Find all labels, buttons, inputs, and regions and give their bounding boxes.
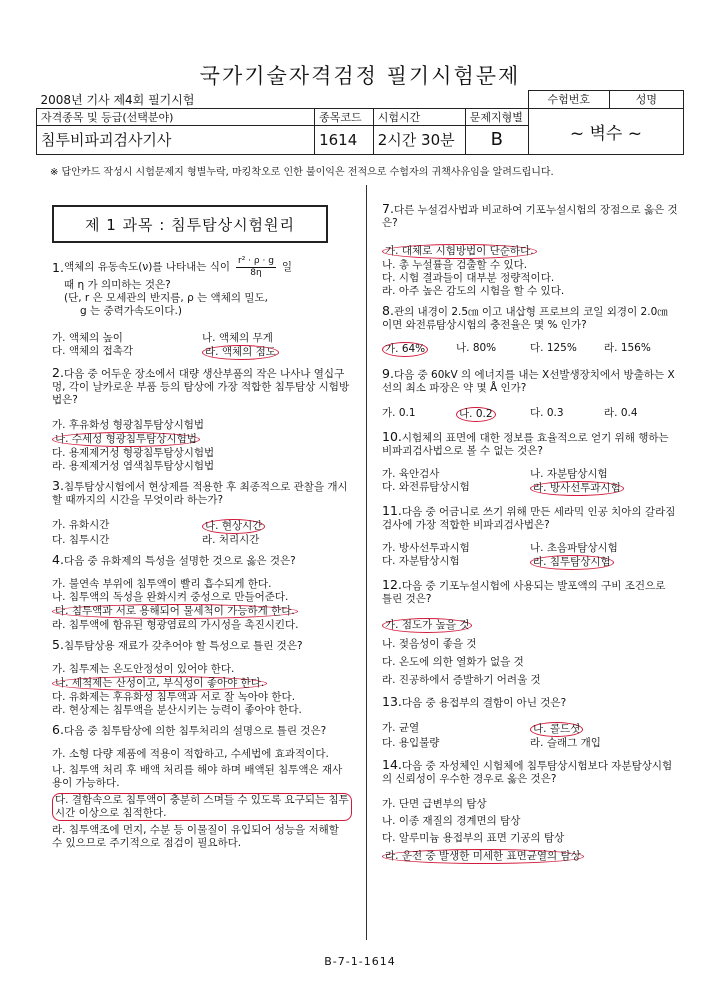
option[interactable]: 나. 자분탐상시험: [530, 468, 608, 480]
option-selected[interactable]: 가. 대체로 시험방법이 단순하다.: [382, 244, 678, 259]
option[interactable]: 다. 용제제거성 형광침투탐상시험법: [52, 447, 215, 459]
label-exam-number: 수험번호: [528, 91, 609, 109]
option[interactable]: 라. 침투액에 함유된 형광염료의 가시성을 촉진시킨다.: [52, 619, 299, 631]
option-selected[interactable]: 나. 세척제는 산성이고, 부식성이 좋아야 한다.: [52, 676, 352, 691]
question-11: 11.다음 중 어금니로 쓰기 위해 만든 세라믹 인공 치아의 갈라짐 검사에 가장 적합한 비파괴검사법은? 가. 방사선투과시험 나. 초음파탐상시험 다. 자분탐상시험 라. 침투탐상시험: [382, 504, 678, 570]
question-3: 3.침투탐상시험에서 현상제를 적용한 후 최종적으로 관찰을 개시할 때까지의 시간을 무엇이라 하는가? 가. 유화시간 나. 현상시간 다. 침투시간 라. 처리시간: [52, 479, 352, 547]
option[interactable]: 라. 슬래그 개입: [530, 737, 601, 749]
option[interactable]: 가. 육안검사: [382, 468, 440, 480]
option[interactable]: 다. 자분탐상시험: [382, 555, 460, 567]
option[interactable]: 라. 156%: [604, 342, 651, 354]
option[interactable]: 다. 125%: [530, 342, 577, 354]
option[interactable]: 라. 아주 높은 감도의 시험을 할 수 있다.: [382, 285, 565, 297]
option[interactable]: 나. 초음파탐상시험: [530, 542, 618, 554]
question-14: 14.다음 중 자성체인 시험체에 침투탐상시험보다 자분탐상시험의 신뢰성이 우수한 경우로 옳은 것은? 가. 단면 급변부의 탐상 나. 이종 재질의 경계면의 탐상 다. 알루미늄 용접부의 표면 기공의 탐상 라. 운전 중 발생한 미세한 표면균열의 탐상: [382, 758, 678, 864]
option[interactable]: 다. 침투시간: [52, 534, 110, 546]
question-7: 7.다른 누설검사법과 비교하여 기포누설시험의 장점으로 옳은 것은? 가. 대체로 시험방법이 단순하다. 나. 총 누설률을 검출할 수 있다. 다. 시험 결과들이 대부분 정량적이다. 라. 아주 높은 감도의 시험을 할 수 있다.: [382, 201, 678, 297]
option[interactable]: 다. 유화제는 후유화성 침투액과 서로 잘 녹아야 한다.: [52, 691, 296, 703]
question-10: 10.시험체의 표면에 대한 정보를 효율적으로 얻기 위해 행하는 비파괴검사법으로 볼 수 없는 것은? 가. 육안검사 나. 자분탐상시험 다. 와전류탐상시험 라. 방사선투과시험: [382, 430, 678, 496]
option[interactable]: 가. 0.1: [382, 407, 416, 419]
left-column: [52, 256, 352, 850]
viscosity-formula: r² · ρ · g 8η: [238, 256, 274, 278]
option[interactable]: 가. 유화시간: [52, 519, 110, 531]
option[interactable]: 나. 80%: [456, 342, 497, 354]
option-selected[interactable]: 가. 64%: [382, 342, 456, 357]
question-1: 1. 액체의 유동속도(ν)를 나타내는 식이 r² · ρ · g 8η 일 때 η 가 의미하는 것은? (단, r 은 모세관의 반지름, ρ 는 액체의 밀도, g 는 중력가속도이다.) 가. 액체의 높이 나. 액체의 무게 다. 액체의 접촉각 라. 액체의 점도: [52, 256, 352, 360]
option-selected[interactable]: 나. 0.2: [456, 407, 530, 422]
option[interactable]: 가. 액체의 높이: [52, 332, 123, 344]
option-selected[interactable]: 라. 방사선투과시험: [530, 481, 678, 496]
option[interactable]: 가. 균열: [382, 722, 420, 734]
option-selected[interactable]: 다. 결함속으로 침투액이 충분히 스며들 수 있도록 요구되는 침투시간 이상으로 침적한다.: [52, 793, 352, 821]
option[interactable]: 가. 소형 다량 제품에 적용이 적합하고, 수세법에 효과적이다.: [52, 748, 329, 760]
option[interactable]: 다. 액체의 접촉각: [52, 345, 134, 357]
question-9: 9.다음 중 60kV 의 에너지를 내는 X선발생장치에서 방출하는 X선의 최소 파장은 약 몇 Å 인가? 가. 0.1 나. 0.2 다. 0.3 라. 0.4: [382, 367, 678, 422]
label-duration: 시험시간: [373, 108, 465, 125]
question-8: 8.관의 내경이 2.5㎝ 이고 내삽형 프로브의 코일 외경이 2.0㎝ 이면 와전류탐상시험의 충전율은 몇 % 인가? 가. 64% 나. 80% 다. 125% 라. 156%: [382, 304, 678, 357]
label-qualification: 자격종목 및 등급(선택분야): [37, 108, 315, 125]
option[interactable]: 라. 용제제거성 염색침투탐상시험법: [52, 460, 215, 472]
option[interactable]: 가. 불연속 부위에 침투액이 빨리 흡수되게 한다.: [52, 578, 272, 590]
option-selected[interactable]: 라. 액체의 점도: [202, 345, 352, 360]
option[interactable]: 다. 온도에 의한 열화가 없을 것: [382, 656, 524, 668]
question-12: 12.다음 중 기포누설시험에 사용되는 발포액의 구비 조건으로 틀린 것은? 가. 점도가 높을 것 나. 젖음성이 좋을 것 다. 온도에 의한 열화가 없을 것 라. 진공하에서 증발하기 어려울 것: [382, 578, 678, 687]
option[interactable]: 가. 단면 급변부의 탐상: [382, 798, 487, 810]
option-selected[interactable]: 나. 현상시간: [202, 519, 352, 534]
option[interactable]: 다. 용입불량: [382, 737, 440, 749]
exam-header-table: [36, 90, 684, 155]
option-selected[interactable]: 가. 점도가 높을 것: [382, 618, 678, 633]
option[interactable]: 나. 액체의 무게: [202, 332, 273, 344]
option[interactable]: 나. 이종 재질의 경계면의 탐상: [382, 815, 521, 827]
notice-text: ※ 답안카드 작성시 시험문제지 형별누락, 마킹착오로 인한 불이익은 전적으로 수험자의 귀책사유임을 알려드립니다.: [50, 167, 554, 178]
form-value: B: [465, 125, 528, 154]
option[interactable]: 다. 와전류탐상시험: [382, 481, 470, 493]
option[interactable]: 나. 침투액의 독성을 완화시켜 중성으로 만들어준다.: [52, 591, 289, 603]
page-footer-code: B-7-1-1614: [324, 955, 396, 968]
subject-box: 제 1 과목 : 침투탐상시험원리: [52, 205, 328, 243]
option[interactable]: 다. 0.3: [530, 407, 564, 419]
option[interactable]: 가. 침투제는 온도안정성이 있어야 한다.: [52, 663, 235, 675]
question-4: 4.다음 중 유화제의 특성을 설명한 것으로 옳은 것은? 가. 불연속 부위에 침투액이 빨리 흡수되게 한다. 나. 침투액의 독성을 완화시켜 중성으로 만들어준다. 다. 침투액과 서로 용해되어 물세척이 가능하게 한다. 라. 침투액에 함유된 형광염료의 가시성을 촉진시킨다.: [52, 553, 352, 632]
option[interactable]: 나. 침투액 처리 후 배액 처리를 해야 하며 배액된 침투액은 재사용이 가능하다.: [52, 764, 343, 789]
option-selected[interactable]: 라. 침투탐상시험: [530, 555, 678, 570]
option[interactable]: 라. 처리시간: [202, 534, 260, 546]
right-column: [382, 202, 678, 864]
option[interactable]: 라. 침투액조에 먼지, 수분 등 이물질이 유입되어 성능을 저해할 수 있으므로 주기적으로 점검이 필요하다.: [52, 824, 339, 849]
option-selected[interactable]: 나. 수세성 형광침투탐상시험법: [52, 432, 352, 447]
option-selected[interactable]: 다. 침투액과 서로 용해되어 물세척이 가능하게 한다.: [52, 604, 352, 619]
option-selected[interactable]: 라. 운전 중 발생한 미세한 표면균열의 탐상: [382, 849, 678, 864]
qualification-value: 침투비파괴검사기사: [37, 125, 315, 154]
written-name: ~ 벽수 ~: [528, 108, 683, 154]
option[interactable]: 나. 총 누설률을 검출할 수 있다.: [382, 259, 528, 271]
question-6: 6.다음 중 침투탐상에 의한 침투처리의 설명으로 틀린 것은? 가. 소형 다량 제품에 적용이 적합하고, 수세법에 효과적이다. 나. 침투액 처리 후 배액 처리를 해야 하며 배액된 침투액은 재사용이 가능하다. 다. 결함속으로 침투액이 충분히 스며들 수 있도록 요구되는 침투시간 이상으로 침적한다. 라. 침투액조에 먼지, 수분 등 이물질이 유입되어 성능을 저해할 수 있으므로 주기적으로 점검이 필요하다.: [52, 723, 352, 850]
exam-round: 2008년 기사 제4회 필기시험: [40, 92, 195, 107]
option[interactable]: 라. 0.4: [604, 407, 638, 419]
question-13: 13.다음 중 용접부의 결함이 아닌 것은? 가. 균열 나. 콜드셧 다. 용입불량 라. 슬래그 개입: [382, 695, 678, 750]
option[interactable]: 가. 후유화성 형광침투탐상시험법: [52, 419, 205, 431]
option-selected[interactable]: 나. 콜드셧: [530, 722, 678, 737]
question-5: 5.침투탐상용 재료가 갖추어야 할 특성으로 틀린 것은? 가. 침투제는 온도안정성이 있어야 한다. 나. 세척제는 산성이고, 부식성이 좋아야 한다. 다. 유화제는 후유화성 침투액과 서로 잘 녹아야 한다. 라. 현상제는 침투액을 분산시키는 능력이 좋아야 한다.: [52, 638, 352, 717]
label-name: 성명: [609, 91, 683, 109]
option[interactable]: 라. 진공하에서 증발하기 어려울 것: [382, 674, 541, 686]
duration-value: 2시간 30분: [373, 125, 465, 154]
option[interactable]: 다. 시험 결과들이 대부분 정량적이다.: [382, 272, 555, 284]
label-code: 종목코드: [315, 108, 374, 125]
option[interactable]: 라. 현상제는 침투액을 분산시키는 능력이 좋아야 한다.: [52, 704, 302, 716]
question-2: 2.다음 중 어두운 장소에서 대량 생산부품의 작은 나사나 열십구멍, 각이 날카로운 부품 등의 탐상에 가장 적합한 침투탐상 시험방법은? 가. 후유화성 형광침투탐상시험법 나. 수세성 형광침투탐상시험법 다. 용제제거성 형광침투탐상시험법 라. 용제제거성 염색침투탐상시험법: [52, 366, 352, 473]
label-form: 문제지형별: [465, 108, 528, 125]
column-divider: [366, 185, 367, 940]
option[interactable]: 나. 젖음성이 좋을 것: [382, 638, 477, 650]
code-value: 1614: [315, 125, 374, 154]
page-title: 국가기술자격검정 필기시험문제: [199, 64, 521, 88]
option[interactable]: 다. 알루미늄 용접부의 표면 기공의 탐상: [382, 832, 565, 844]
option[interactable]: 가. 방사선투과시험: [382, 542, 470, 554]
